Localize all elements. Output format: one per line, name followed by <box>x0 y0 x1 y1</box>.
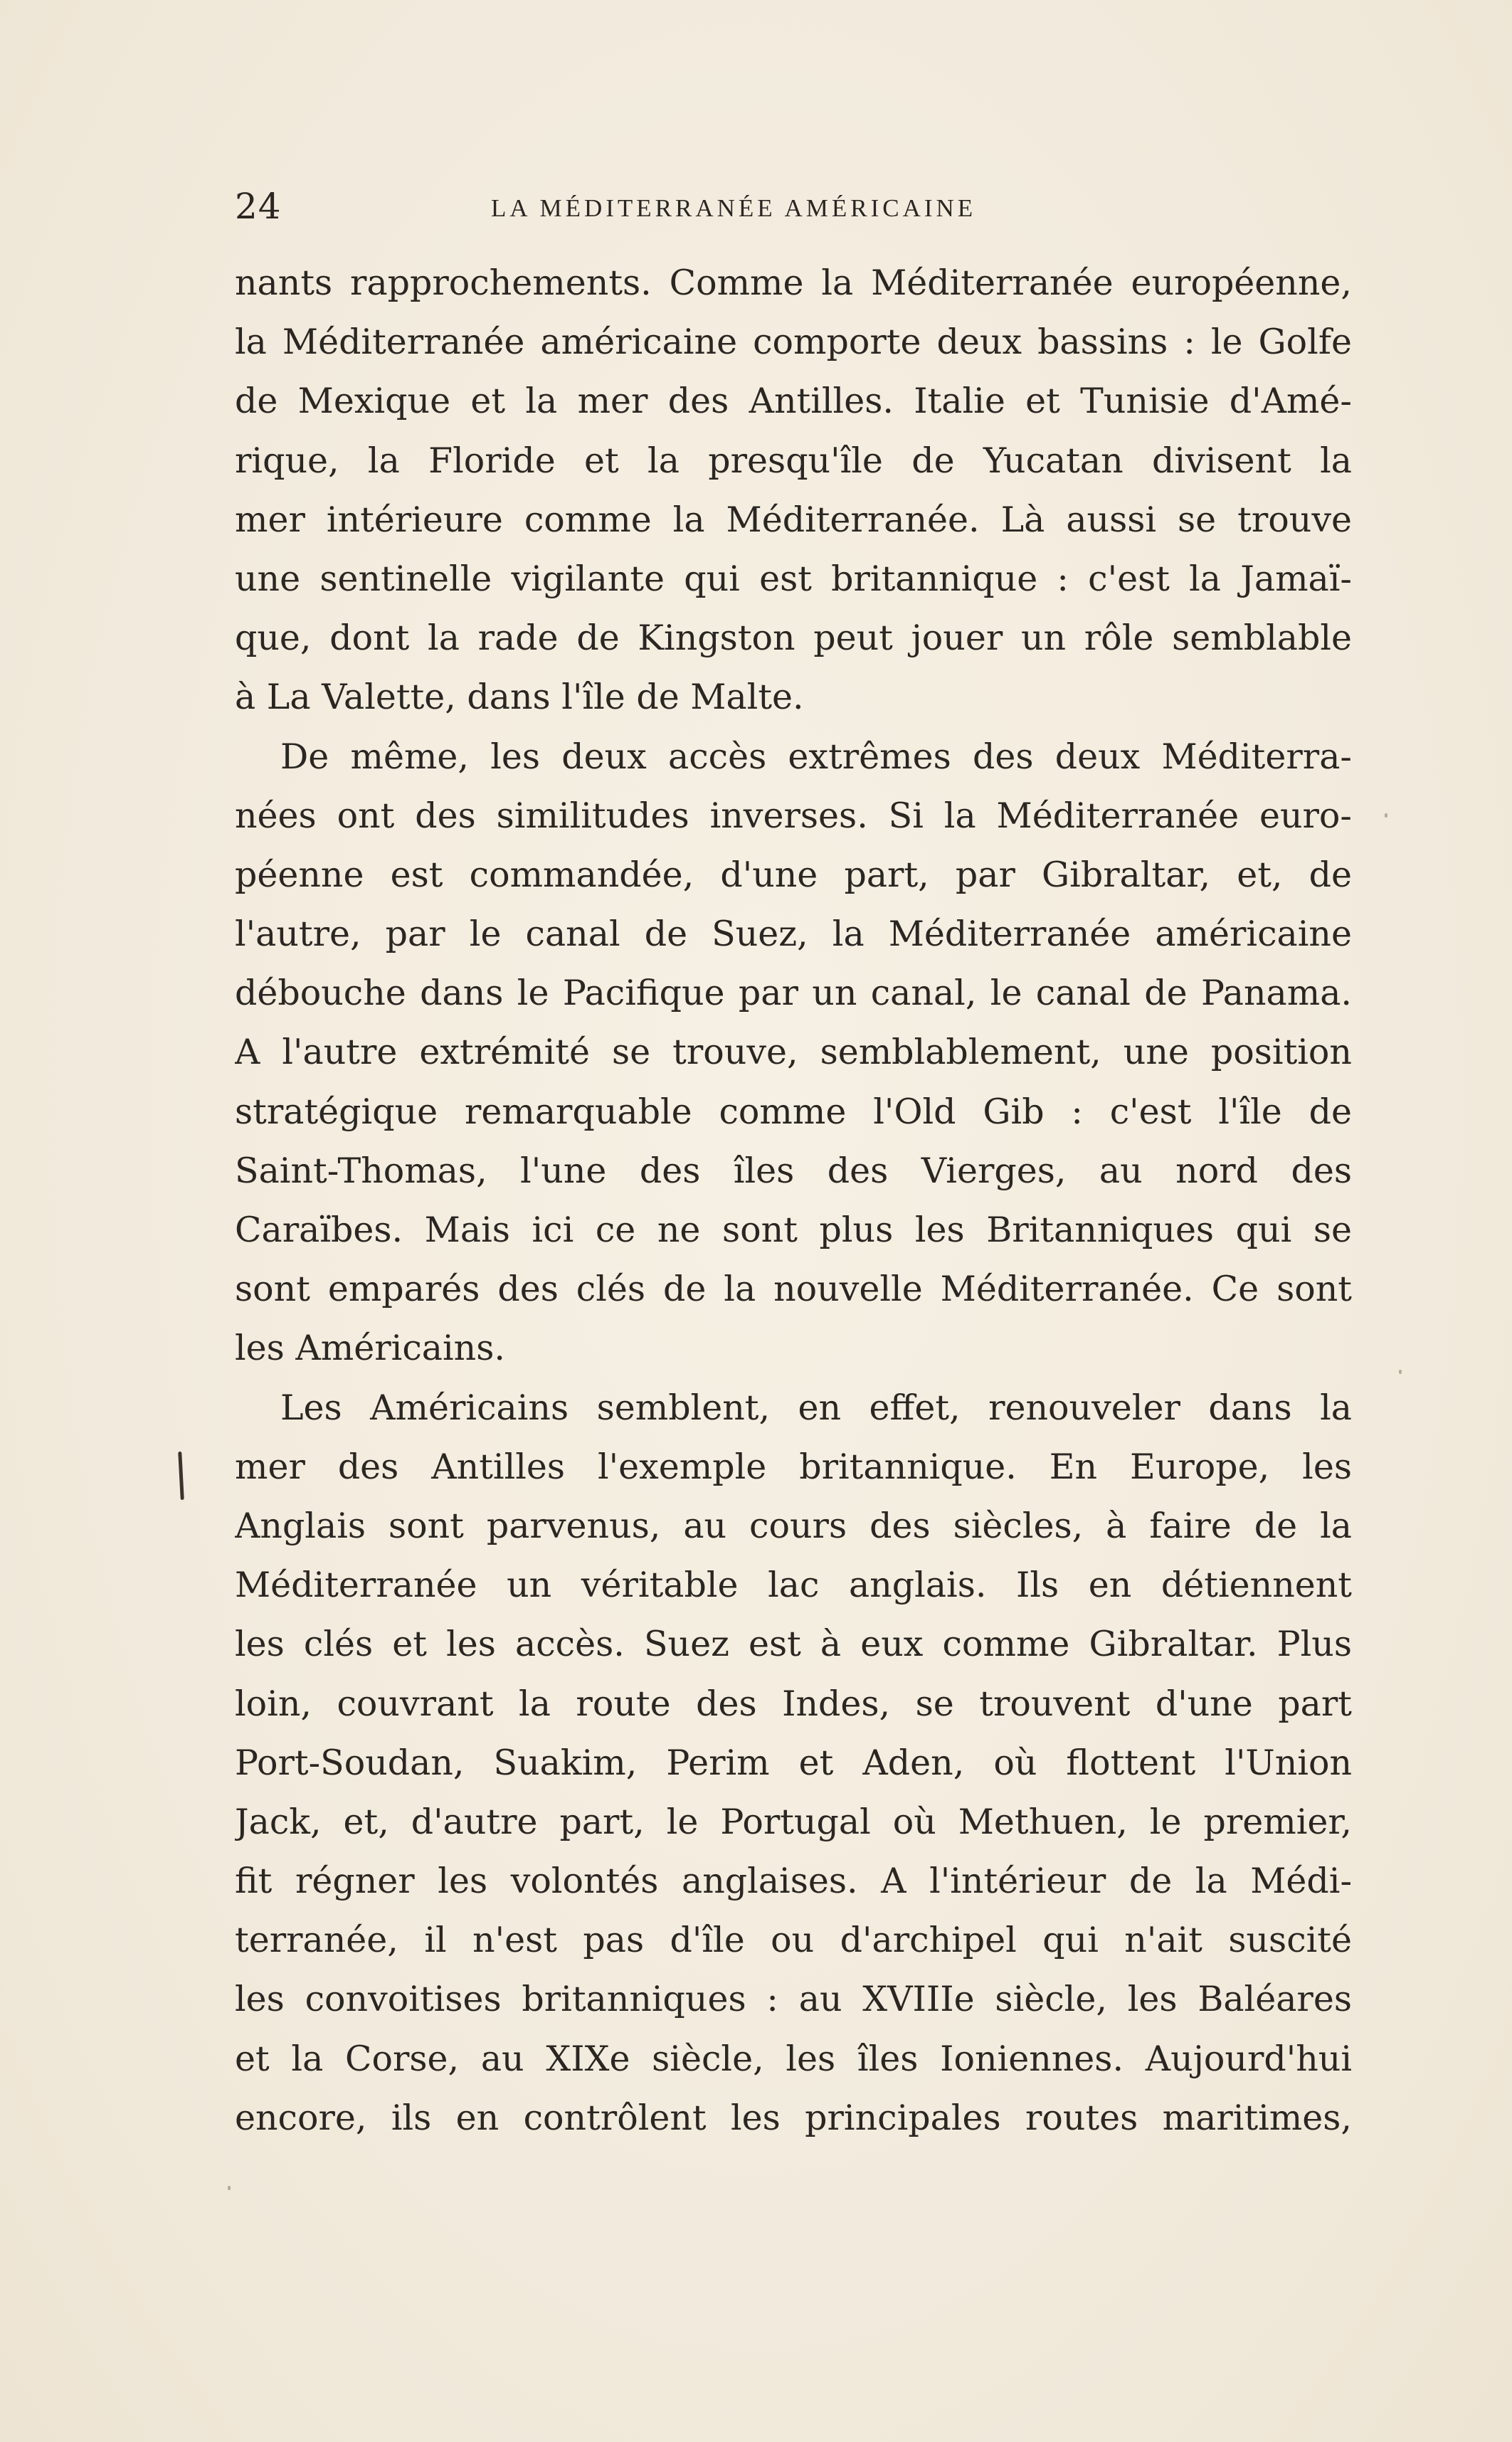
text-line: l'autre, par le canal de Suez, la Méditerranée américaine <box>235 914 1352 955</box>
paper-speck <box>1385 813 1387 818</box>
margin-pencil-mark <box>178 1452 184 1500</box>
text-line: mer des Antilles l'exemple britannique. En Europe, les <box>235 1446 1352 1487</box>
text-line: De même, les deux accès extrêmes des deux Méditerra- <box>280 736 1352 777</box>
text-line: mer intérieure comme la Méditerranée. Là aussi se trouve <box>235 499 1352 540</box>
body-text <box>235 253 1352 2147</box>
text-line: péenne est commandée, d'une part, par Gibraltar, et, de <box>235 854 1352 895</box>
text-line: A l'autre extrémité se trouve, semblablement, une position <box>235 1032 1352 1073</box>
text-line: Jack, et, d'autre part, le Portugal où Methuen, le premier, <box>235 1801 1352 1842</box>
text-line: fit régner les volontés anglaises. A l'intérieur de la Médi- <box>235 1861 1352 1902</box>
text-line: les Américains. <box>235 1328 505 1369</box>
text-line: une sentinelle vigilante qui est britannique : c'est la Jamaï- <box>235 558 1352 599</box>
text-line: Les Américains semblent, en effet, renouveler dans la <box>280 1387 1352 1428</box>
text-line: que, dont la rade de Kingston peut jouer un rôle semblable <box>235 618 1352 659</box>
text-line: les clés et les accès. Suez est à eux comme Gibraltar. Plus <box>235 1624 1352 1665</box>
text-line: Port-Soudan, Suakim, Perim et Aden, où flottent l'Union <box>235 1742 1352 1783</box>
text-line: sont emparés des clés de la nouvelle Méditerranée. Ce sont <box>235 1269 1352 1310</box>
text-line: stratégique remarquable comme l'Old Gib : c'est l'île de <box>235 1091 1352 1132</box>
text-line: débouche dans le Pacifique par un canal, le canal de Panama. <box>235 973 1352 1014</box>
page-number: 24 <box>235 186 282 227</box>
text-line: encore, ils en contrôlent les principales routes maritimes, <box>235 2097 1352 2138</box>
text-line: Caraïbes. Mais ici ce ne sont plus les Britanniques qui se <box>235 1210 1352 1250</box>
paper-speck <box>1399 1370 1402 1374</box>
text-line: terranée, il n'est pas d'île ou d'archipel qui n'ait suscité <box>235 1920 1352 1961</box>
text-line: à La Valette, dans l'île de Malte. <box>235 677 804 718</box>
text-line: Saint-Thomas, l'une des îles des Vierges, au nord des <box>235 1150 1352 1191</box>
text-line: Méditerranée un véritable lac anglais. Ils en détiennent <box>235 1565 1352 1606</box>
text-line: de Mexique et la mer des Antilles. Italie et Tunisie d'Amé- <box>235 381 1352 422</box>
text-line: nants rapprochements. Comme la Méditerranée européenne, <box>235 263 1352 303</box>
text-line: nées ont des similitudes inverses. Si la Méditerranée euro- <box>235 795 1352 836</box>
text-line: Anglais sont parvenus, au cours des siècles, à faire de la <box>235 1505 1352 1546</box>
text-line: les convoitises britanniques : au XVIIIe siècle, les Baléares <box>235 1979 1352 2020</box>
paper-speck <box>228 2186 231 2190</box>
running-head: LA MÉDITERRANÉE AMÉRICAINE <box>491 194 977 222</box>
text-line: la Méditerranée américaine comporte deux bassins : le Golfe <box>235 322 1352 363</box>
text-line: rique, la Floride et la presqu'île de Yucatan divisent la <box>235 440 1352 481</box>
text-line: et la Corse, au XIXe siècle, les îles Ioniennes. Aujourd'hui <box>235 2038 1352 2079</box>
page-header <box>235 185 1352 228</box>
text-line: loin, couvrant la route des Indes, se trouvent d'une part <box>235 1683 1352 1724</box>
